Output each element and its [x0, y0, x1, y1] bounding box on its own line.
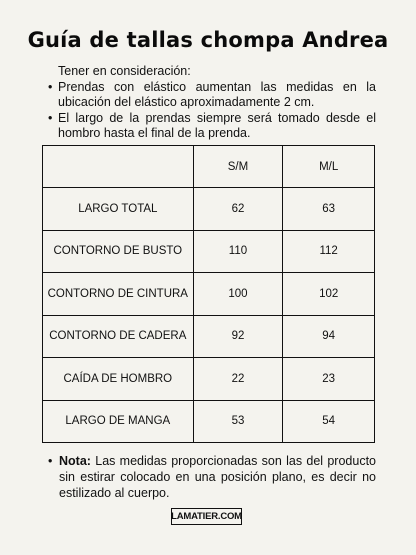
- value-ml: 94: [283, 315, 375, 358]
- considerations-section: [48, 64, 376, 142]
- measure-label: CONTORNO DE CINTURA: [43, 273, 194, 316]
- value-ml: 63: [283, 188, 375, 231]
- consideration-item: • Prendas con elástico aumentan las medidas en la ubicación del elástico aproximadamente 2 cm.: [48, 80, 376, 111]
- table-row: [43, 230, 375, 273]
- note-text: Las medidas proporcionadas son las del producto sin estirar colocado en una posición plano, es decir no estilizado al cuerpo.: [59, 454, 376, 500]
- value-sm: 22: [193, 358, 283, 401]
- measure-label: CONTORNO DE CADERA: [43, 315, 194, 358]
- measure-label: LARGO TOTAL: [43, 188, 194, 231]
- table-row: [43, 315, 375, 358]
- measure-label: CAÍDA DE HOMBRO: [43, 358, 194, 401]
- size-table: [42, 145, 375, 443]
- header-cell-empty: [43, 146, 194, 188]
- consideration-item: • El largo de la prendas siempre será tomado desde el hombro hasta el final de la prenda.: [48, 111, 376, 142]
- value-ml: 23: [283, 358, 375, 401]
- measure-label: CONTORNO DE BUSTO: [43, 230, 194, 273]
- brand-logo: LAMATIER.COM: [171, 508, 242, 525]
- considerations-list: [48, 80, 376, 142]
- table-row: [43, 358, 375, 401]
- table-header-row: [43, 146, 375, 188]
- value-sm: 62: [193, 188, 283, 231]
- header-cell-ml: M/L: [283, 146, 375, 188]
- table-row: [43, 400, 375, 443]
- considerations-lead: Tener en consideración:: [58, 64, 191, 78]
- value-sm: 92: [193, 315, 283, 358]
- table-row: [43, 273, 375, 316]
- value-ml: 54: [283, 400, 375, 443]
- note-label: Nota:: [59, 454, 91, 468]
- value-ml: 112: [283, 230, 375, 273]
- value-sm: 100: [193, 273, 283, 316]
- page-title: Guía de tallas chompa Andrea: [27, 28, 389, 52]
- note-item: [48, 453, 376, 501]
- table-row: [43, 188, 375, 231]
- measure-label: LARGO DE MANGA: [43, 400, 194, 443]
- header-cell-sm: S/M: [193, 146, 283, 188]
- value-sm: 53: [193, 400, 283, 443]
- note-section: [48, 453, 376, 501]
- value-ml: 102: [283, 273, 375, 316]
- value-sm: 110: [193, 230, 283, 273]
